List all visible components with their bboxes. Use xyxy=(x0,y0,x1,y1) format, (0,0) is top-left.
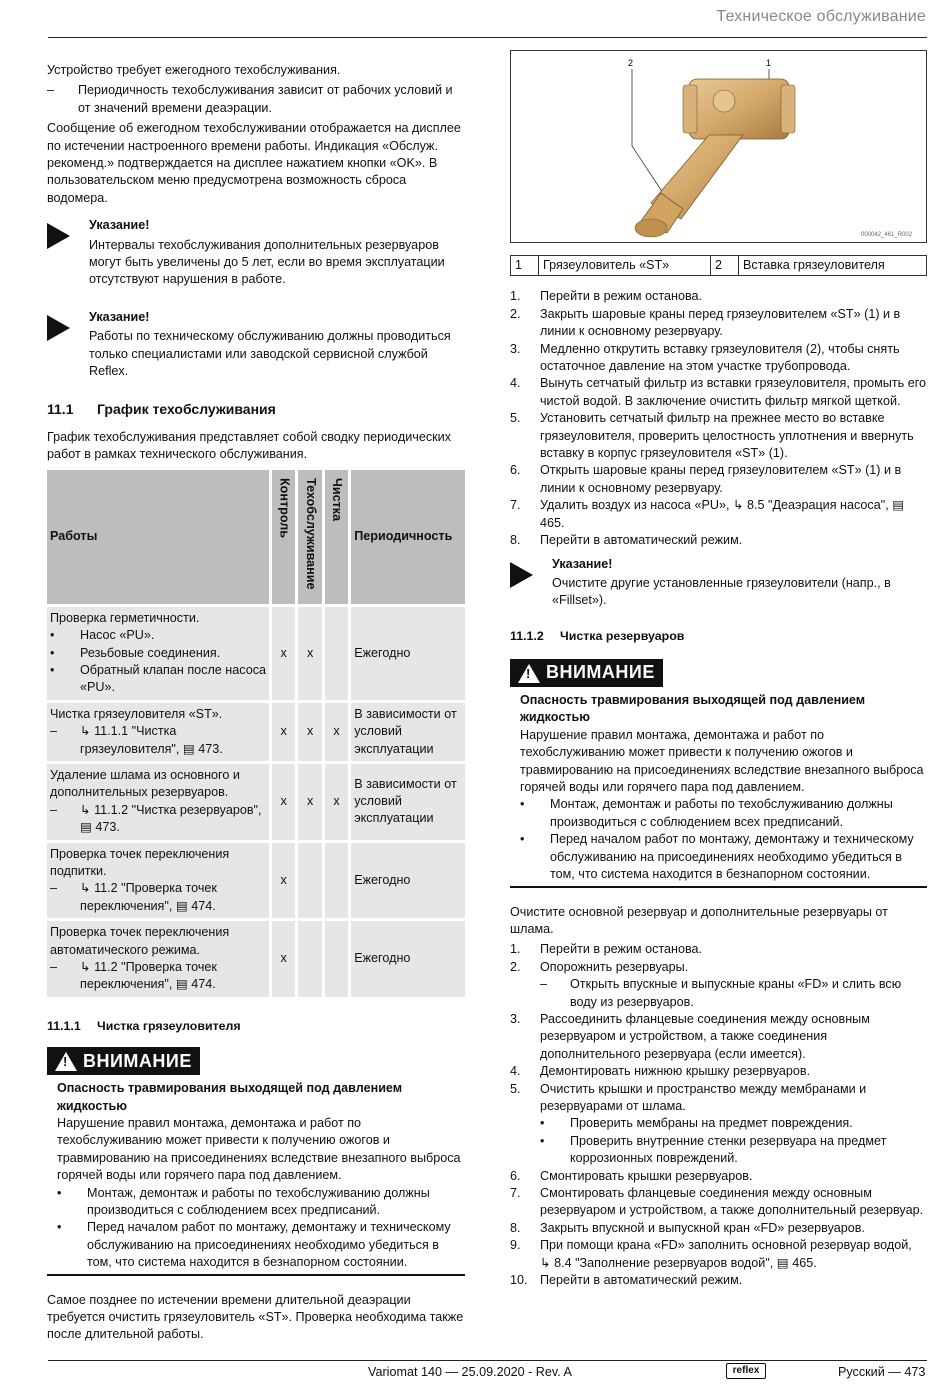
warning-title: Опасность травмирования выходящей под давлением жидкостью xyxy=(57,1081,403,1113)
cross-reference-link[interactable]: 11.2 "Проверка точек переключения", xyxy=(80,881,217,913)
note-text: Работы по техническому обслуживанию должны проводиться только специалистами или заводской сервисной службой Reflex. xyxy=(89,329,451,379)
warning-triangle-icon xyxy=(55,1052,77,1071)
intro-paragraph: Устройство требует ежегодного техобслуживания. xyxy=(47,63,341,77)
link-arrow-icon: ↳ xyxy=(80,802,95,817)
list-item: • Проверить внутренние стенки резервуара на предмет коррозионных повреждений. xyxy=(540,1133,887,1166)
list-item: 8. Закрыть впускной и выпускной кран «FD» резервуаров. xyxy=(510,1220,865,1235)
table-row: Удаление шлама из основного и дополнительных резервуаров. – ↳ 11.1.2 "Чистка резервуаров", ▤ 473. x x x В зависимости от условий эксплуатации xyxy=(47,764,465,840)
list-item: • Проверить мембраны на предмет повреждения. xyxy=(540,1116,853,1131)
list-item: 1. Перейти в режим останова. xyxy=(510,942,703,957)
cross-reference-link[interactable]: 11.2 "Проверка точек переключения", xyxy=(80,960,217,992)
note-title: Указание! xyxy=(552,556,613,571)
cross-reference-link[interactable]: 11.1.2 "Чистка резервуаров", xyxy=(94,802,262,817)
left-column xyxy=(47,62,465,1347)
page-icon: ▤ xyxy=(175,977,192,992)
table-row: Проверка точек переключения автоматического режима. – ↳ 11.2 "Проверка точек переключения", ▤ 474. x Ежегодно xyxy=(47,921,465,997)
list-item: 4. Вынуть сетчатый фильтр из вставки грязеуловителя, промыть его чистой водой. В заключение очистить фильтр мягкой щеткой. xyxy=(510,376,927,408)
note-block xyxy=(47,309,465,381)
list-item: 3. Рассоединить фланцевые соединения между основным резервуаром и устройством, а также соединения дополнительного резервуара (если имеется). xyxy=(510,1011,870,1061)
figure-label-2: 2 xyxy=(628,58,634,68)
col-header-maintenance: Техобслуживание xyxy=(298,470,321,604)
note-title: Указание! xyxy=(89,218,150,233)
warning-text: Нарушение правил монтажа, демонтажа и работ по техобслуживанию может привести к получению ожогов и травмированию на присоединениях вследствие внезапного выброса горячей воды или горячего пара под давлением. xyxy=(520,727,924,795)
note-title: Указание! xyxy=(89,309,150,324)
cross-reference-link[interactable]: 8.5 "Деаэрация насоса", xyxy=(747,498,893,513)
list-item: 4. Демонтировать нижнюю крышку резервуаров. xyxy=(510,1064,811,1079)
col-header-period: Периодичность xyxy=(351,470,465,604)
list-item: 6. Открыть шаровые краны перед грязеуловителем «ST» (1) и в линии к основному резервуару. xyxy=(510,463,902,495)
tank-cleaning-intro: Очистите основной резервуар и дополнительные резервуары от шлама. xyxy=(510,904,888,936)
footer-document-info: Variomat 140 — 25.09.2020 - Rev. A xyxy=(368,1365,572,1379)
list-item: 8. Перейти в автоматический режим. xyxy=(510,533,743,548)
table-row: Проверка герметичности. • Насос «PU». • Резьбовые соединения. • Обратный клапан после насоса «PU». x x Ежегодно xyxy=(47,607,465,700)
warning-title: Опасность травмирования выходящей под давлением жидкостью xyxy=(520,693,866,725)
footer-divider xyxy=(48,1360,927,1361)
section-intro: График техобслуживания представляет собой сводку периодических работ в рамках технического обслуживания. xyxy=(47,429,452,462)
list-item: 10. Перейти в автоматический режим. xyxy=(510,1273,743,1288)
strainer-figure xyxy=(510,50,927,243)
page-icon: ▤ xyxy=(182,741,199,756)
list-item: 5. Очистить крышки и пространство между мембранами и резервуарами от шлама. xyxy=(510,1081,867,1113)
note-arrow-icon xyxy=(47,217,89,289)
warning-text: Нарушение правил монтажа, демонтажа и работ по техобслуживанию может привести к получению ожогов и травмированию на присоединениях вследствие внезапного выброса горячей воды или горячего пара под давлением. xyxy=(57,1115,461,1183)
figure-code: 000042_461_R002 xyxy=(861,232,913,238)
table-row: Проверка точек переключения подпитки. – ↳ 11.2 "Проверка точек переключения", ▤ 474. x Ежегодно xyxy=(47,843,465,919)
figure-legend-table: 1 Грязеуловитель «ST» 2 Вставка грязеуловителя xyxy=(510,255,927,276)
cross-reference-link[interactable]: 11.1.1 "Чистка грязеуловителя", xyxy=(80,724,183,756)
warning-badge: ! ВНИМАНИЕ xyxy=(47,1047,200,1075)
figure-label-1: 1 xyxy=(766,58,772,68)
note-text: Очистите другие установленные грязеуловители (напр., в «Fillset»). xyxy=(552,575,891,608)
section-heading: 11.1 График техобслуживания xyxy=(47,400,276,417)
maintenance-schedule-table xyxy=(44,467,468,1000)
header-divider xyxy=(48,37,927,38)
strainer-steps-list xyxy=(510,288,927,549)
page-header-title: Техническое обслуживание xyxy=(716,8,926,25)
list-item: 7. Смонтировать фланцевые соединения между основным резервуаром и устройством, а также дополнительный резервуар. xyxy=(510,1186,924,1218)
right-column xyxy=(510,50,927,1289)
link-arrow-icon: ↳ xyxy=(732,498,748,513)
list-item: 5. Установить сетчатый фильтр на прежнее место во вставке грязеуловителя, проверить целостность уплотнения и ввернуть вставку в корпус грязеуловителя «ST» (1). xyxy=(510,411,914,461)
list-item: 2. Опорожнить резервуары. xyxy=(510,959,689,974)
warning-block: ! ВНИМАНИЕ Опасность травмирования выходящей под давлением жидкостью Нарушение правил монтажа, демонтажа и работ по техобслуживанию может привести к получению ожогов и травмированию на присоединениях вследствие внезапного выброса горячей воды или горячего пара под давлением. • Монтаж, демонтаж и работы по техобслуживанию должны производиться с соблюдением всех предписаний. • Перед началом работ по монтажу, демонтажу и техническому обслуживанию на присоединениях необходимо убедиться в том, что система находится в безнапорном состоянии. xyxy=(510,659,927,887)
warning-block: ! ВНИМАНИЕ Опасность травмирования выходящей под давлением жидкостью Нарушение правил монтажа, демонтажа и работ по техобслуживанию может привести к получению ожогов и травмированию на присоединениях вследствие внезапного выброса горячей воды или горячего пара под давлением. • Монтаж, демонтаж и работы по техобслуживанию должны производиться с соблюдением всех предписаний. • Перед началом работ по монтажу, демонтажу и техническому обслуживанию на присоединениях необходимо убедиться в том, что система находится в безнапорном состоянии. xyxy=(47,1047,465,1275)
list-item: 3. Медленно открутить вставку грязеуловителя (2), чтобы снять остаточное давление на этом участке трубопровода. xyxy=(510,341,900,374)
col-header-cleaning: Чистка xyxy=(325,470,348,604)
col-header-work: Работы xyxy=(47,470,269,604)
link-arrow-icon: ↳ xyxy=(80,960,95,975)
tank-steps-list xyxy=(510,941,927,1289)
strainer-illustration xyxy=(511,51,926,242)
link-arrow-icon: ↳ xyxy=(80,724,95,739)
link-arrow-icon: ↳ xyxy=(540,1255,555,1270)
footer-page-number: Русский — 473 xyxy=(838,1365,926,1379)
closing-paragraph: Самое позднее по истечении времени длительной деаэрации требуется очистить грязеуловитель «ST». Проверка необходима также после длительной работы. xyxy=(47,1292,464,1342)
page-icon: ▤ xyxy=(892,498,905,513)
note-arrow-icon xyxy=(47,309,89,381)
note-text: Интервалы техобслуживания дополнительных резервуаров могут быть увеличены до 5 лет, если во время эксплуатации отсутствуют нарушения в работе. xyxy=(89,237,445,287)
page-icon: ▤ xyxy=(175,898,192,913)
subsection-heading: 11.1.1 Чистка грязеуловителя xyxy=(47,1018,241,1033)
note-arrow-icon xyxy=(510,556,552,610)
service-message-paragraph: Сообщение об ежегодном техобслуживании отображается на дисплее по истечении настроенного времени работы. Индикация «Обслуж. рекоменд.» подтверждается на дисплее нажатием кнопки «OK». В пользовательском меню предусмотрена возможность сброса водомера. xyxy=(47,121,461,205)
note-block xyxy=(510,556,927,610)
reflex-logo: reflex xyxy=(726,1363,766,1379)
list-item: 2. Закрыть шаровые краны перед грязеуловителем «ST» (1) и в линии к основному резервуару. xyxy=(510,306,901,339)
list-item: 7. Удалить воздух из насоса «PU», ↳ 8.5 "Деаэрация насоса", ▤ 465. xyxy=(510,498,905,530)
list-item: 9. При помощи крана «FD» заполнить основной резервуар водой, ↳ 8.4 "Заполнение резервуаров водой", ▤ 465. xyxy=(510,1238,912,1270)
link-arrow-icon: ↳ xyxy=(80,881,95,896)
list-item: 6. Смонтировать крышки резервуаров. xyxy=(510,1168,753,1183)
page-icon: ▤ xyxy=(80,820,96,835)
subsection-heading: 11.1.2 Чистка резервуаров xyxy=(510,628,685,643)
table-row: Чистка грязеуловителя «ST». – ↳ 11.1.1 "Чистка грязеуловителя", ▤ 473. x x x В зависимости от условий эксплуатации xyxy=(47,703,465,761)
list-item: 1. Перейти в режим останова. xyxy=(510,289,703,304)
page-icon: ▤ xyxy=(776,1255,793,1270)
cross-reference-link[interactable]: 8.4 "Заполнение резервуаров водой", xyxy=(554,1255,777,1270)
note-block xyxy=(47,217,465,289)
warning-badge: ! ВНИМАНИЕ xyxy=(510,659,663,687)
col-header-control: Контроль xyxy=(272,470,295,604)
list-item: – Открыть впускные и выпускные краны «FD» и слить всю воду из резервуаров. xyxy=(540,977,902,1009)
warning-triangle-icon xyxy=(518,664,540,683)
dash-item: – Периодичность техобслуживания зависит от рабочих условий и от значений времени деаэрации. xyxy=(47,83,453,115)
